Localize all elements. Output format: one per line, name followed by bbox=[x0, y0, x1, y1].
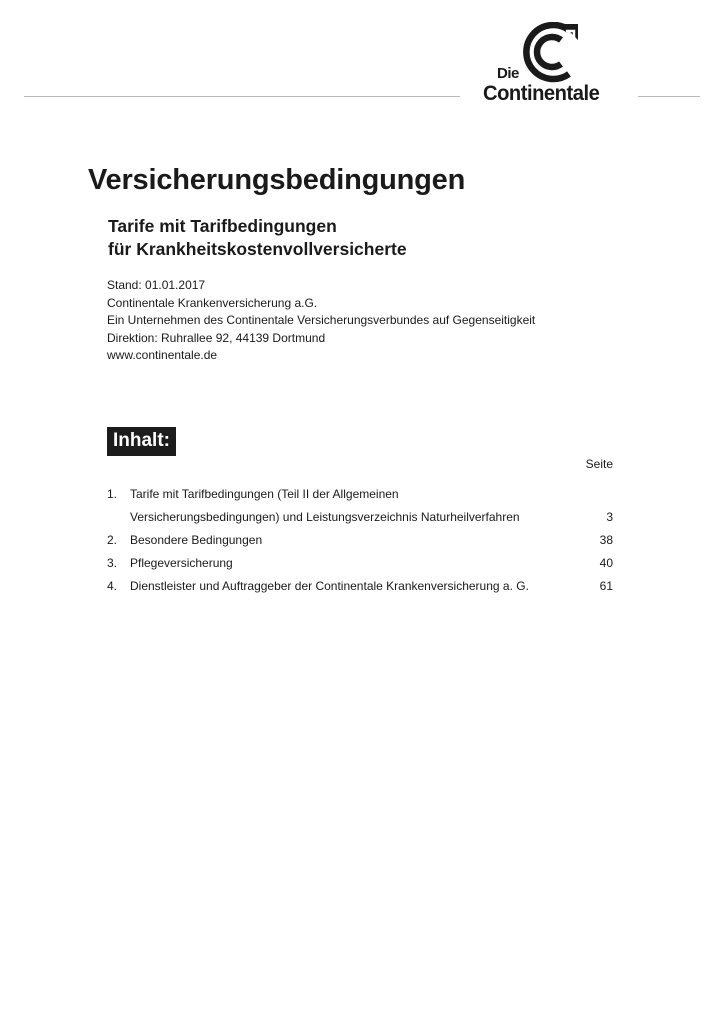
meta-stand: Stand: 01.01.2017 bbox=[107, 278, 206, 292]
continentale-logo-icon bbox=[520, 22, 582, 84]
toc-entry-number: 4. bbox=[107, 579, 118, 593]
header-rule-left bbox=[24, 96, 460, 97]
toc-entry-page: 3 bbox=[606, 510, 613, 524]
toc-entry-3[interactable] bbox=[107, 554, 613, 577]
meta-address: Direktion: Ruhrallee 92, 44139 Dortmund bbox=[107, 330, 326, 345]
meta-website[interactable]: www.continentale.de bbox=[107, 348, 218, 363]
toc-entry-title: Pflegeversicherung bbox=[130, 556, 233, 570]
document-meta bbox=[107, 277, 535, 365]
logo-text-continentale: Continentale bbox=[483, 82, 600, 105]
company-logo bbox=[478, 18, 638, 108]
toc-entry-number: 3. bbox=[107, 556, 118, 570]
toc-entry-title-continued: Versicherungsbedingungen) und Leistungsverzeichnis Naturheilverfahren bbox=[130, 510, 520, 524]
toc-entry-2[interactable] bbox=[107, 531, 613, 554]
header-rule-right bbox=[638, 96, 700, 97]
toc-heading: Inhalt: bbox=[107, 427, 176, 456]
toc-entry-page: 61 bbox=[599, 579, 613, 593]
document-title: Versicherungsbedingungen bbox=[88, 164, 466, 196]
toc-entry-title: Tarife mit Tarifbedingungen (Teil II der Allgemeinen bbox=[130, 487, 399, 501]
meta-company: Continentale Krankenversicherung a.G. bbox=[107, 295, 318, 310]
toc-entry-number: 2. bbox=[107, 533, 118, 547]
toc-entry-page: 40 bbox=[599, 556, 613, 570]
toc-entry-number: 1. bbox=[107, 487, 118, 501]
meta-group: Ein Unternehmen des Continentale Versicherungsverbundes auf Gegenseitigkeit bbox=[107, 313, 536, 328]
toc-page-column-label: Seite bbox=[585, 457, 613, 471]
subtitle-line-2: für Krankheitskostenvollversicherte bbox=[108, 239, 407, 259]
toc-entry-4[interactable] bbox=[107, 577, 613, 600]
table-of-contents bbox=[107, 485, 613, 600]
logo-text-die: Die bbox=[497, 65, 519, 82]
toc-entry-1-continued[interactable] bbox=[107, 508, 613, 531]
toc-entry-title: Besondere Bedingungen bbox=[130, 533, 263, 547]
toc-entry-1[interactable] bbox=[107, 485, 613, 508]
subtitle-line-1: Tarife mit Tarifbedingungen bbox=[108, 216, 337, 236]
toc-entry-page: 38 bbox=[599, 533, 613, 547]
toc-entry-title: Dienstleister und Auftraggeber der Continentale Krankenversicherung a. G. bbox=[130, 579, 529, 593]
